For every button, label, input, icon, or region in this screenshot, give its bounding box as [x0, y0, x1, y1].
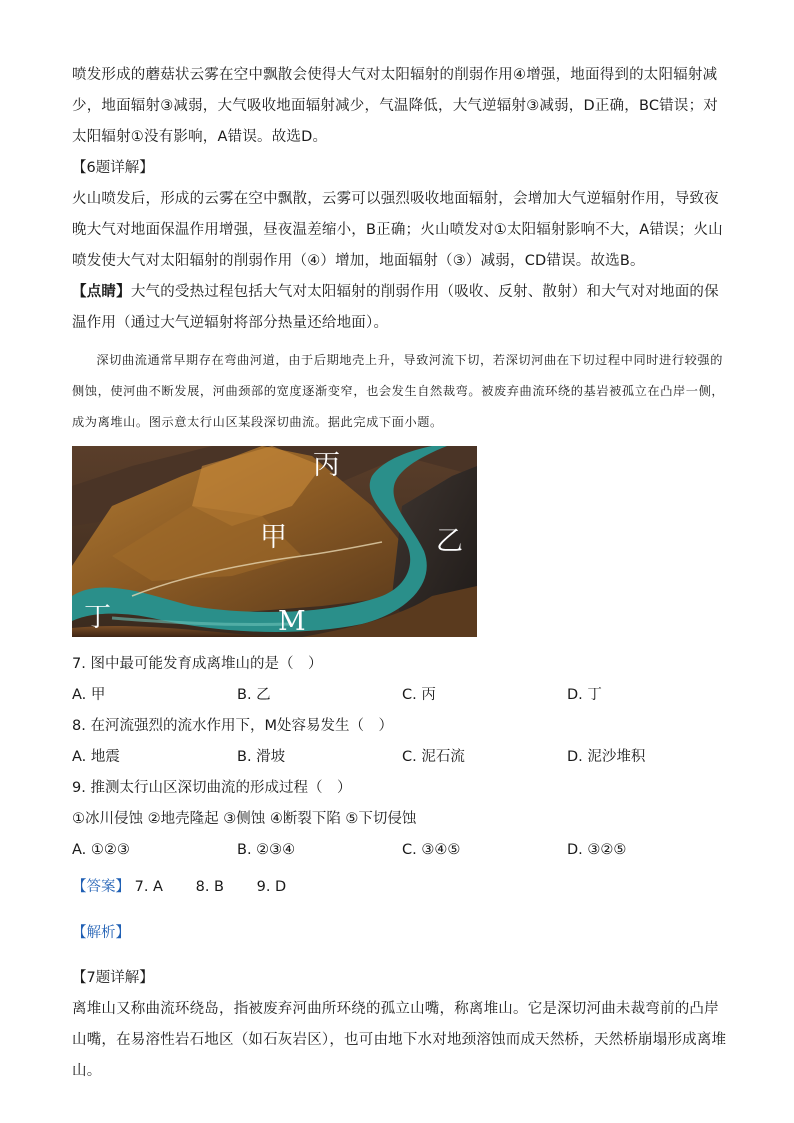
q7-paragraph: 离堆山又称曲流环绕岛，指被废弃河曲所环绕的孤立山嘴，称离堆山。它是深切河曲未裁弯前的凸岸山嘴，在易溶性岩石地区（如石灰岩区），也可由地下水对地颈溶蚀而成天然桥，天然桥崩塌形成离堆山。 [72, 1001, 727, 1079]
question-7-stem: 7. 图中最可能发育成离堆山的是（ ） [72, 656, 323, 672]
dianjing-block [72, 277, 732, 339]
answer-8: 8. B [195, 879, 224, 895]
question-7-options [72, 680, 732, 711]
analysis-label: 【解析】 [72, 924, 130, 941]
question-9-stem: 9. 推测太行山区深切曲流的形成过程（ ） [72, 780, 352, 796]
question-8-option-a: A. 地震 [72, 749, 120, 765]
answer-line [72, 872, 732, 903]
label-m: M [278, 606, 306, 637]
dianjing-label: 【点睛】 [72, 284, 131, 300]
q6-heading: 【6题详解】 [72, 160, 154, 176]
question-8-option-d: D. 泥沙堆积 [567, 749, 646, 765]
document-page [72, 60, 732, 1087]
question-8-option-b: B. 滑坡 [237, 749, 286, 765]
question-9-option-d: D. ③②⑤ [567, 842, 627, 858]
question-7-option-a: A. 甲 [72, 687, 106, 703]
q6-paragraph: 火山喷发后，形成的云雾在空中飘散，云雾可以强烈吸收地面辐射，会增加大气逆辐射作用，导致夜晚大气对地面保温作用增强，昼夜温差缩小，B正确；火山喷发对①太阳辐射影响不大，A错误；火山喷发使大气对太阳辐射的削弱作用（④）增加，地面辐射（③）减弱，CD错误。故选B。 [72, 191, 723, 269]
question-9-option-b: B. ②③④ [237, 842, 296, 858]
question-9-choices: ①冰川侵蚀 ②地壳隆起 ③侧蚀 ④断裂下陷 ⑤下切侵蚀 [72, 811, 417, 827]
answer-9: 9. D [256, 879, 287, 895]
answer-7: 7. A [134, 879, 163, 895]
label-yi: 乙 [436, 526, 463, 557]
question-9 [72, 773, 732, 866]
label-jia: 甲 [260, 522, 287, 553]
question-7-option-c: C. 丙 [402, 687, 436, 703]
dianjing-text: 大气的受热过程包括大气对太阳辐射的削弱作用（吸收、反射、散射）和大气对对地面的保温作用（通过大气逆辐射将部分热量还给地面）。 [72, 284, 719, 331]
question-9-options [72, 835, 732, 866]
question-7-option-b: B. 乙 [237, 687, 271, 703]
question-7 [72, 649, 732, 711]
question-8-option-c: C. 泥石流 [402, 749, 465, 765]
label-ding: 丁 [84, 602, 111, 633]
reading-passage: 深切曲流通常早期存在弯曲河道，由于后期地壳上升，导致河流下切，若深切河曲在下切过程中同时进行较强的侧蚀，使河曲不断发展，河曲颈部的宽度逐渐变窄，也会发生自然裁弯。被废弃曲流环绕的基岩被孤立在凸岸一侧，成为离堆山。图示意太行山区某段深切曲流。据此完成下面小题。 [72, 353, 725, 429]
label-bing: 丙 [313, 450, 340, 481]
question-7-option-d: D. 丁 [567, 687, 602, 703]
question-8-options [72, 742, 732, 773]
q7-heading: 【7题详解】 [72, 970, 154, 986]
answer-label: 【答案】 [72, 879, 130, 895]
meander-photo [72, 446, 477, 637]
question-9-option-a: A. ①②③ [72, 842, 130, 858]
question-8-stem: 8. 在河流强烈的流水作用下，M处容易发生（ ） [72, 718, 393, 734]
question-8 [72, 711, 732, 773]
question-9-option-c: C. ③④⑤ [402, 842, 461, 858]
intro-paragraph: 喷发形成的蘑菇状云雾在空中飘散会使得大气对太阳辐射的削弱作用④增强，地面得到的太阳辐射减少，地面辐射③减弱，大气吸收地面辐射减少，气温降低，大气逆辐射③减弱，D正确，BC错误；对太阳辐射①没有影响，A错误。故选D。 [72, 67, 718, 145]
